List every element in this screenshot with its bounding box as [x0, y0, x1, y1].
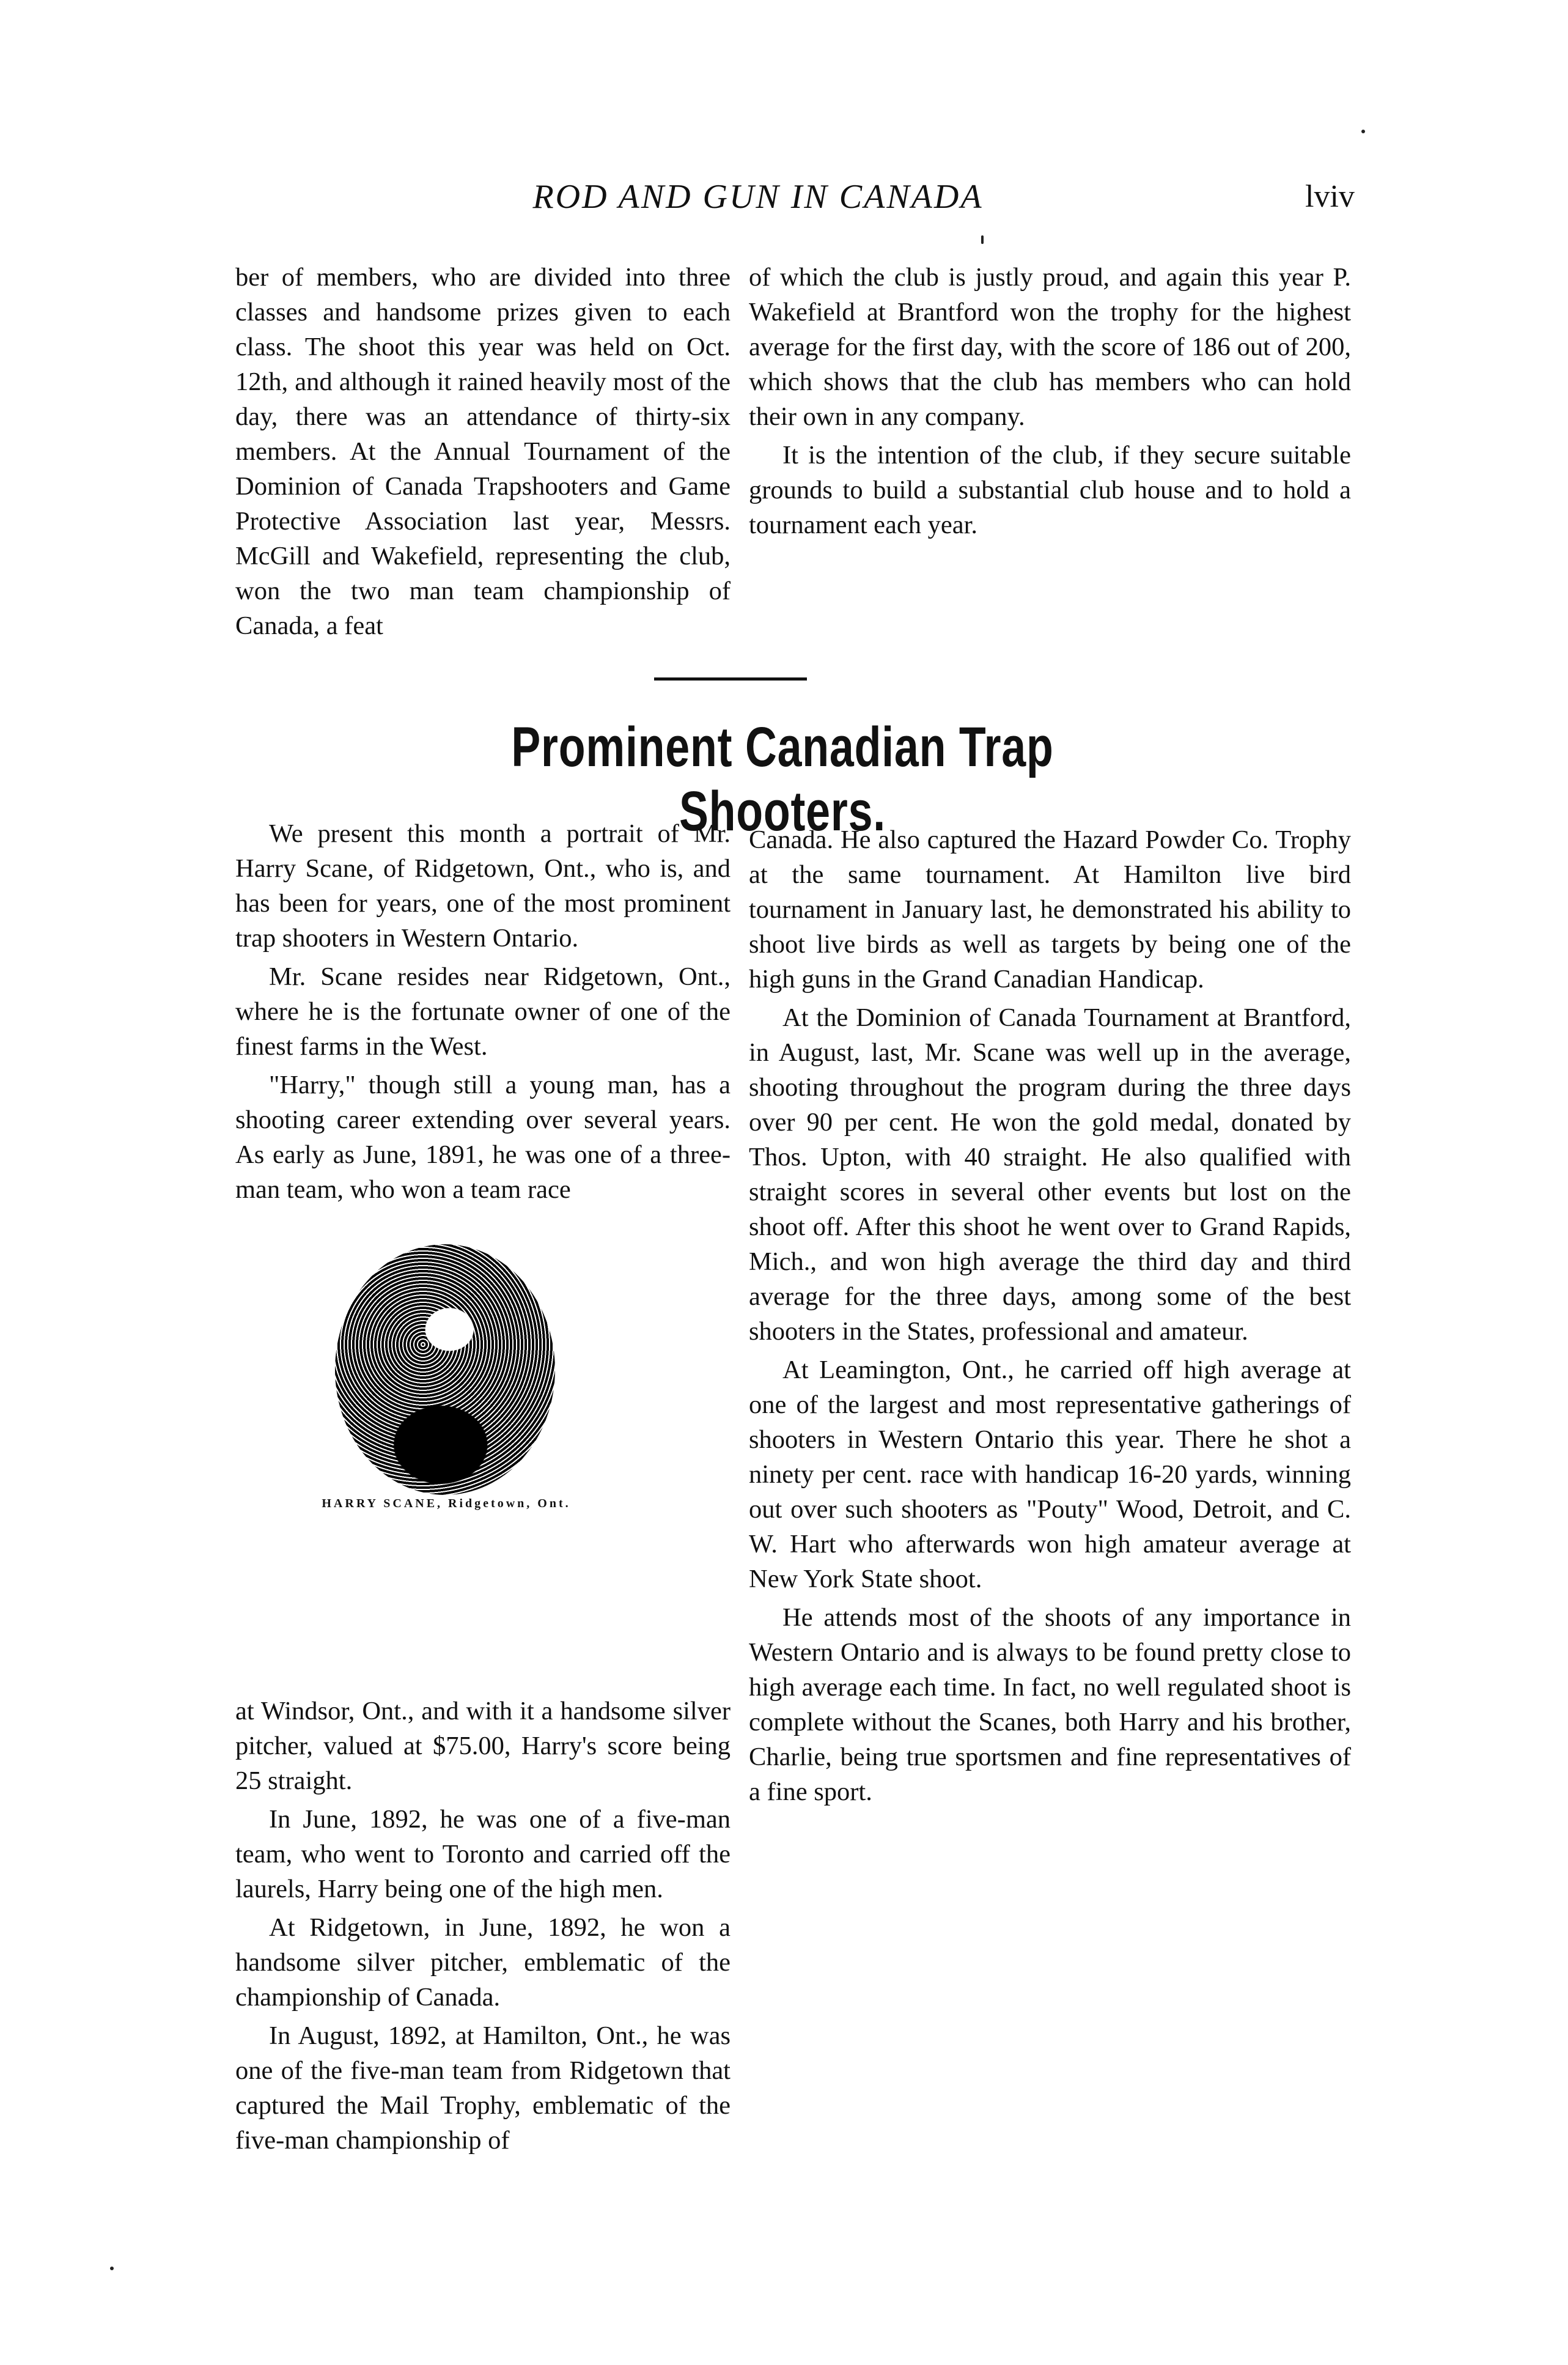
- paragraph: Mr. Scane resides near Ridgetown, Ont., where he is the fortunate owner of one of the finest farms in the West.: [235, 962, 731, 1061]
- paragraph: of which the club is justly proud, and again this year P. Wakefield at Brantford won the trophy for the highest average for the first day, with the score of 186 out of 200, which shows that the club has members who can hold their own in any company.: [749, 263, 1351, 431]
- continued-article-right-column: [749, 260, 1351, 542]
- running-title: ROD AND GUN IN CANADA: [532, 178, 984, 216]
- paragraph: At the Dominion of Canada Tournament at Brantford, in August, last, Mr. Scane was well up in the average, shooting throughout the program during the three days over 90 per cent. He won the gold medal, donated by Thos. Upton, with 40 straight. He also qualified with straight scores in several other events but lost on the shoot off. After this shoot he went over to Grand Rapids, Mich., and won high average the third day and third average for the three days, among some of the best shooters in the States, professional and amateur.: [749, 1003, 1351, 1346]
- image-caption: HARRY SCANE, Ridgetown, Ont.: [322, 1497, 571, 1510]
- paragraph: ber of members, who are divided into three classes and handsome prizes given to each class. The shoot this year was held on Oct. 12th, and although it rained heavily most of the day, there was an attendance of thirty-six members. At the Annual Tournament of the Dominion of Canada Trapshooters and Game Protective Association last year, Messrs. McGill and Wakefield, representing the club, won the two man team championship of Canada, a feat: [235, 263, 731, 640]
- article-right-column: [749, 822, 1351, 1809]
- portrait-image: [335, 1244, 555, 1495]
- paragraph: At Leamington, Ont., he carried off high average at one of the largest and most representative gatherings of shooters in Western Ontario this year. There he shot a ninety per cent. race with handicap 16-20 yards, winning out over such shooters as "Pouty" Wood, Detroit, and C. W. Hart who afterwards won high amateur average at New York State shoot.: [749, 1356, 1351, 1593]
- article-left-column-top: [235, 816, 731, 1207]
- article-left-column-bottom: [235, 1694, 731, 2158]
- paragraph: He attends most of the shoots of any importance in Western Ontario and is always to be found pretty close to high average each time. In fact, no well regulated shoot is complete without the Scanes, both Harry and his brother, Charlie, being true sportsmen and fine representatives of a fine sport.: [749, 1603, 1351, 1806]
- paragraph: We present this month a portrait of Mr. Harry Scane, of Ridgetown, Ont., who is, and has been for years, one of the most prominent trap shooters in Western Ontario.: [235, 819, 731, 953]
- scan-speck: [981, 235, 984, 244]
- article-title: Prominent Canadian Trap Shooters.: [511, 716, 1054, 843]
- paragraph: In June, 1892, he was one of a five-man team, who went to Toronto and carried off the laurels, Harry being one of the high men.: [235, 1805, 731, 1903]
- paragraph: "Harry," though still a young man, has a shooting career extending over several years. As early as June, 1891, he was one of a three-man team, who won a team race: [235, 1071, 731, 1204]
- paragraph: It is the intention of the club, if they secure suitable grounds to build a substantial club house and to hold a tournament each year.: [749, 441, 1351, 539]
- paragraph: Canada. He also captured the Hazard Powder Co. Trophy at the same tournament. At Hamilton live bird tournament in January last, he demonstrated his ability to shoot live birds as well as targets by being one of the high guns in the Grand Canadian Handicap.: [749, 825, 1351, 994]
- paragraph: at Windsor, Ont., and with it a handsome silver pitcher, valued at $75.00, Harry's score being 25 straight.: [235, 1697, 731, 1795]
- paragraph: In August, 1892, at Hamilton, Ont., he was one of the five-man team from Ridgetown that captured the Mail Trophy, emblematic of the five-man championship of: [235, 2021, 731, 2155]
- continued-article-left-column: [235, 260, 731, 643]
- paragraph: At Ridgetown, in June, 1892, he won a handsome silver pitcher, emblematic of the championship of Canada.: [235, 1913, 731, 2012]
- page-number: lviv: [1305, 179, 1355, 214]
- section-divider: [654, 677, 807, 681]
- scan-speck: [1361, 130, 1365, 133]
- scan-speck: [110, 2267, 114, 2270]
